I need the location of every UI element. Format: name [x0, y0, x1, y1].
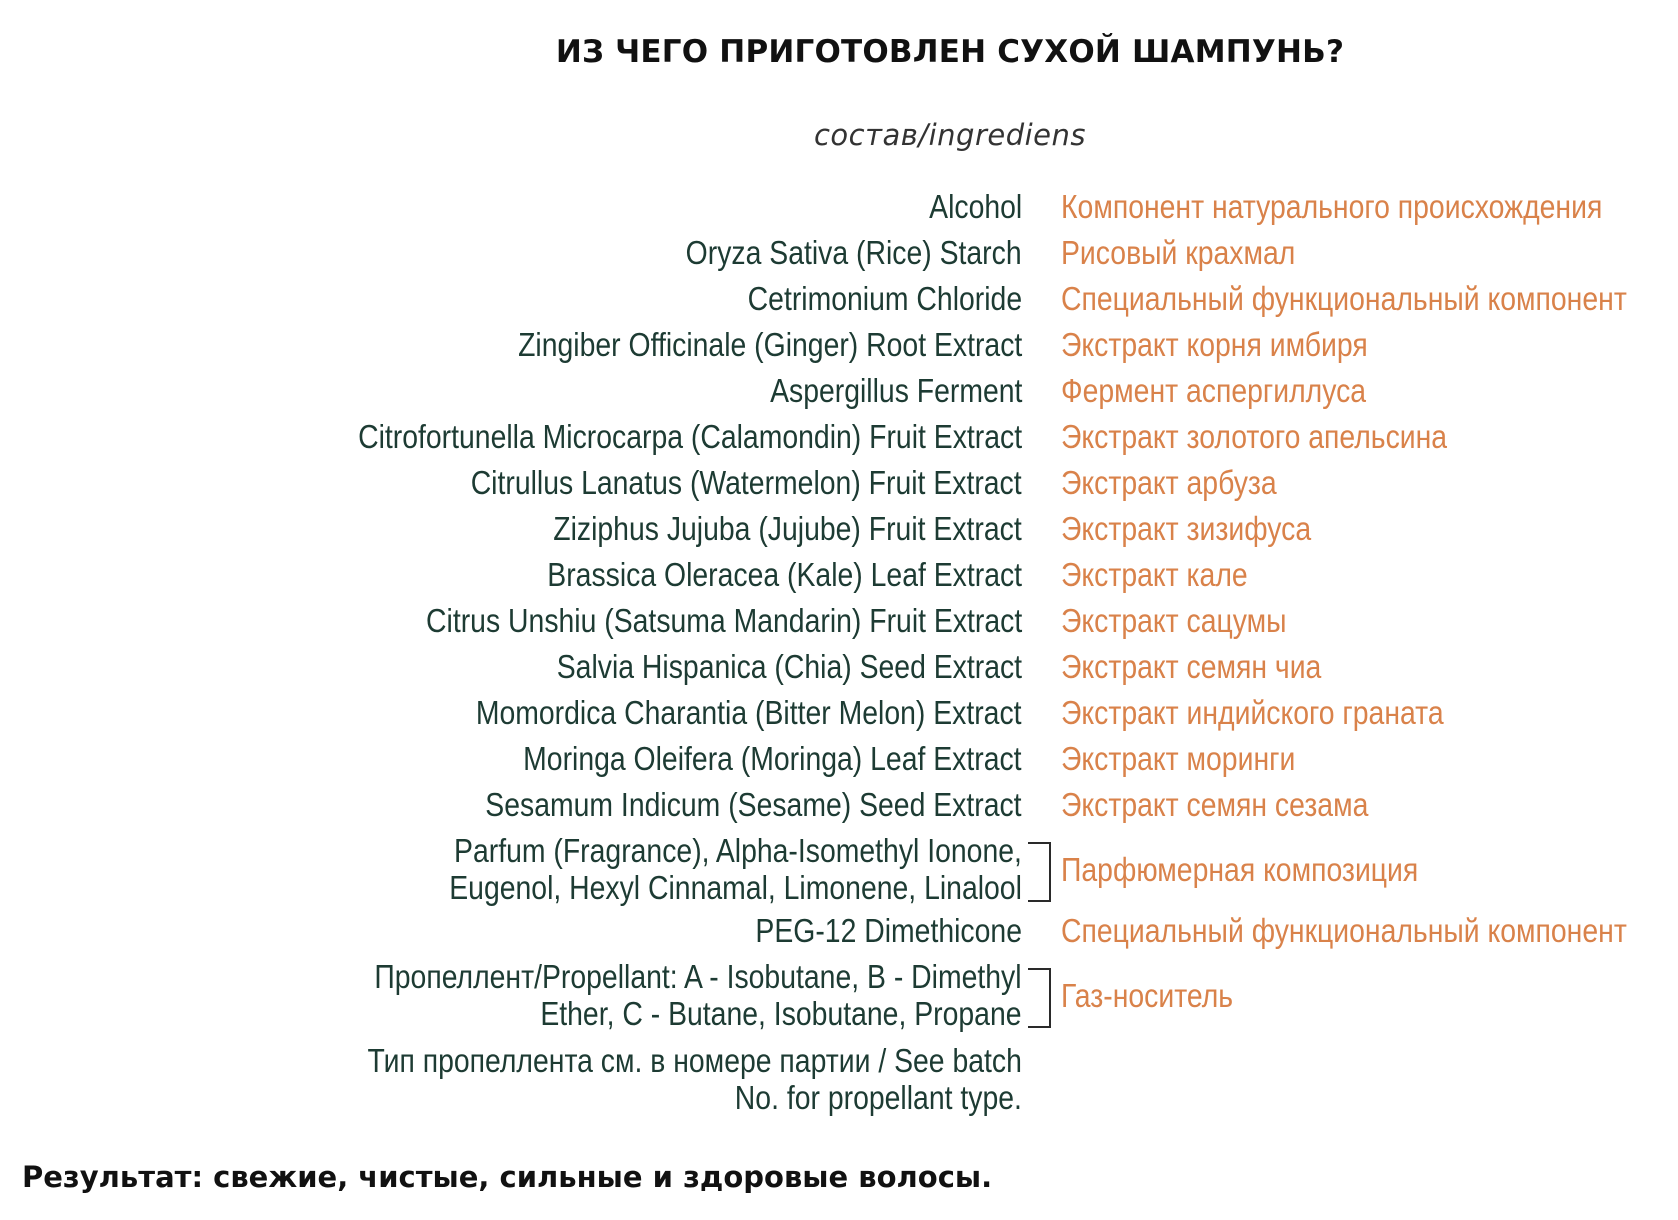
ingredient-latin-line: Parfum (Fragrance), Alpha-Isomethyl Ionone, — [454, 832, 1023, 869]
group-bracket — [1028, 842, 1051, 902]
ingredient-latin-name — [486, 786, 1022, 823]
ingredient-row — [0, 958, 1678, 1032]
ingredient-russian-name: Газ-носитель — [1061, 976, 1234, 1014]
ingredient-latin-line: Citrullus Lanatus (Watermelon) Fruit Extract — [471, 464, 1022, 501]
ingredient-latin-name — [368, 1042, 1022, 1116]
ingredient-latin-line: Ziziphus Jujuba (Jujube) Fruit Extract — [553, 510, 1022, 547]
ingredient-russian-name: Экстракт индийского граната — [1061, 694, 1444, 731]
ingredient-russian-name: Парфюмерная композиция — [1061, 850, 1419, 888]
ingredient-latin-line: Brassica Oleracea (Kale) Leaf Extract — [547, 556, 1022, 593]
ingredient-russian-name: Специальный функциональный компонент — [1061, 280, 1627, 317]
ingredient-latin-line: Тип пропеллента см. в номере партии / See batch — [367, 1042, 1022, 1079]
ingredient-latin-name — [518, 326, 1022, 363]
ingredient-latin-name — [449, 832, 1022, 906]
ingredient-latin-line: Zingiber Officinale (Ginger) Root Extract — [517, 326, 1022, 363]
page-title: ИЗ ЧЕГО ПРИГОТОВЛЕН СУХОЙ ШАМПУНЬ? — [555, 34, 1345, 70]
ingredient-latin-line: Пропеллент/Propellant: A - Isobutane, B - Dimethyl — [374, 958, 1022, 995]
ingredient-latin-line: Momordica Charantia (Bitter Melon) Extract — [476, 694, 1022, 731]
result-text: Результат: свежие, чистые, сильные и здоровые волосы. — [22, 1160, 993, 1194]
ingredient-latin-name — [471, 464, 1022, 501]
ingredient-russian-name: Экстракт арбуза — [1061, 464, 1277, 501]
ingredient-row — [0, 786, 1678, 823]
ingredient-latin-name — [358, 418, 1022, 455]
ingredient-row — [0, 648, 1678, 685]
ingredient-russian-name: Экстракт зизифуса — [1061, 510, 1312, 547]
ingredient-latin-name — [375, 958, 1022, 1032]
ingredient-latin-line: Cetrimonium Chloride — [747, 280, 1022, 317]
page-subtitle: состав/ingrediens — [813, 118, 1087, 152]
ingredient-latin-line: Aspergillus Ferment — [769, 372, 1022, 409]
ingredient-latin-line: Sesamum Indicum (Sesame) Seed Extract — [485, 786, 1022, 823]
ingredient-latin-name — [547, 556, 1022, 593]
ingredient-latin-line: No. for propellant type. — [734, 1079, 1022, 1116]
ingredient-row — [0, 694, 1678, 731]
ingredient-latin-name — [686, 234, 1022, 271]
ingredient-latin-name — [557, 648, 1022, 685]
ingredient-latin-name — [770, 372, 1022, 409]
ingredient-row — [0, 510, 1678, 547]
ingredient-row — [0, 912, 1678, 949]
ingredient-latin-line: Alcohol — [928, 188, 1022, 225]
ingredient-row — [0, 1042, 1678, 1116]
ingredient-russian-name: Специальный функциональный компонент — [1061, 912, 1627, 949]
ingredient-russian-name: Фермент аспергиллуса — [1061, 372, 1367, 409]
ingredient-latin-line: Citrofortunella Microcarpa (Calamondin) Fruit Extract — [357, 418, 1022, 455]
ingredient-russian-name: Компонент натурального происхождения — [1061, 188, 1603, 225]
ingredient-row — [0, 602, 1678, 639]
ingredient-latin-name — [755, 912, 1022, 949]
ingredient-latin-line: Oryza Sativa (Rice) Starch — [686, 234, 1022, 271]
ingredient-row — [0, 234, 1678, 271]
ingredient-row — [0, 464, 1678, 501]
ingredient-russian-name: Экстракт сацумы — [1061, 602, 1287, 639]
ingredient-latin-name — [476, 694, 1022, 731]
ingredient-russian-name: Экстракт моринги — [1061, 740, 1296, 777]
ingredient-latin-line: Moringa Oleifera (Moringa) Leaf Extract — [523, 740, 1022, 777]
ingredient-row — [0, 326, 1678, 363]
ingredient-latin-name — [748, 280, 1022, 317]
ingredient-russian-name: Экстракт корня имбиря — [1061, 326, 1368, 363]
ingredient-latin-name — [929, 188, 1022, 225]
ingredient-russian-name: Экстракт золотого апельсина — [1061, 418, 1448, 455]
ingredient-russian-name: Рисовый крахмал — [1061, 234, 1296, 271]
ingredient-row — [0, 418, 1678, 455]
ingredient-russian-name: Экстракт кале — [1061, 556, 1248, 593]
ingredient-row — [0, 556, 1678, 593]
ingredient-russian-name: Экстракт семян сезама — [1061, 786, 1369, 823]
ingredient-row — [0, 740, 1678, 777]
ingredient-latin-line: Ether, C - Butane, Isobutane, Propane — [540, 995, 1022, 1032]
ingredient-latin-line: Citrus Unshiu (Satsuma Mandarin) Fruit Extract — [425, 602, 1022, 639]
ingredient-latin-line: PEG-12 Dimethicone — [755, 912, 1022, 949]
ingredient-latin-name — [524, 740, 1022, 777]
ingredient-row — [0, 188, 1678, 225]
ingredient-latin-line: Eugenol, Hexyl Cinnamal, Limonene, Linalool — [449, 869, 1022, 906]
ingredient-latin-line: Salvia Hispanica (Chia) Seed Extract — [556, 648, 1022, 685]
ingredient-latin-name — [426, 602, 1022, 639]
ingredient-russian-name: Экстракт семян чиа — [1061, 648, 1322, 685]
ingredient-row — [0, 372, 1678, 409]
ingredient-row — [0, 832, 1678, 906]
ingredient-row — [0, 280, 1678, 317]
ingredient-latin-name — [554, 510, 1022, 547]
group-bracket — [1028, 968, 1051, 1028]
